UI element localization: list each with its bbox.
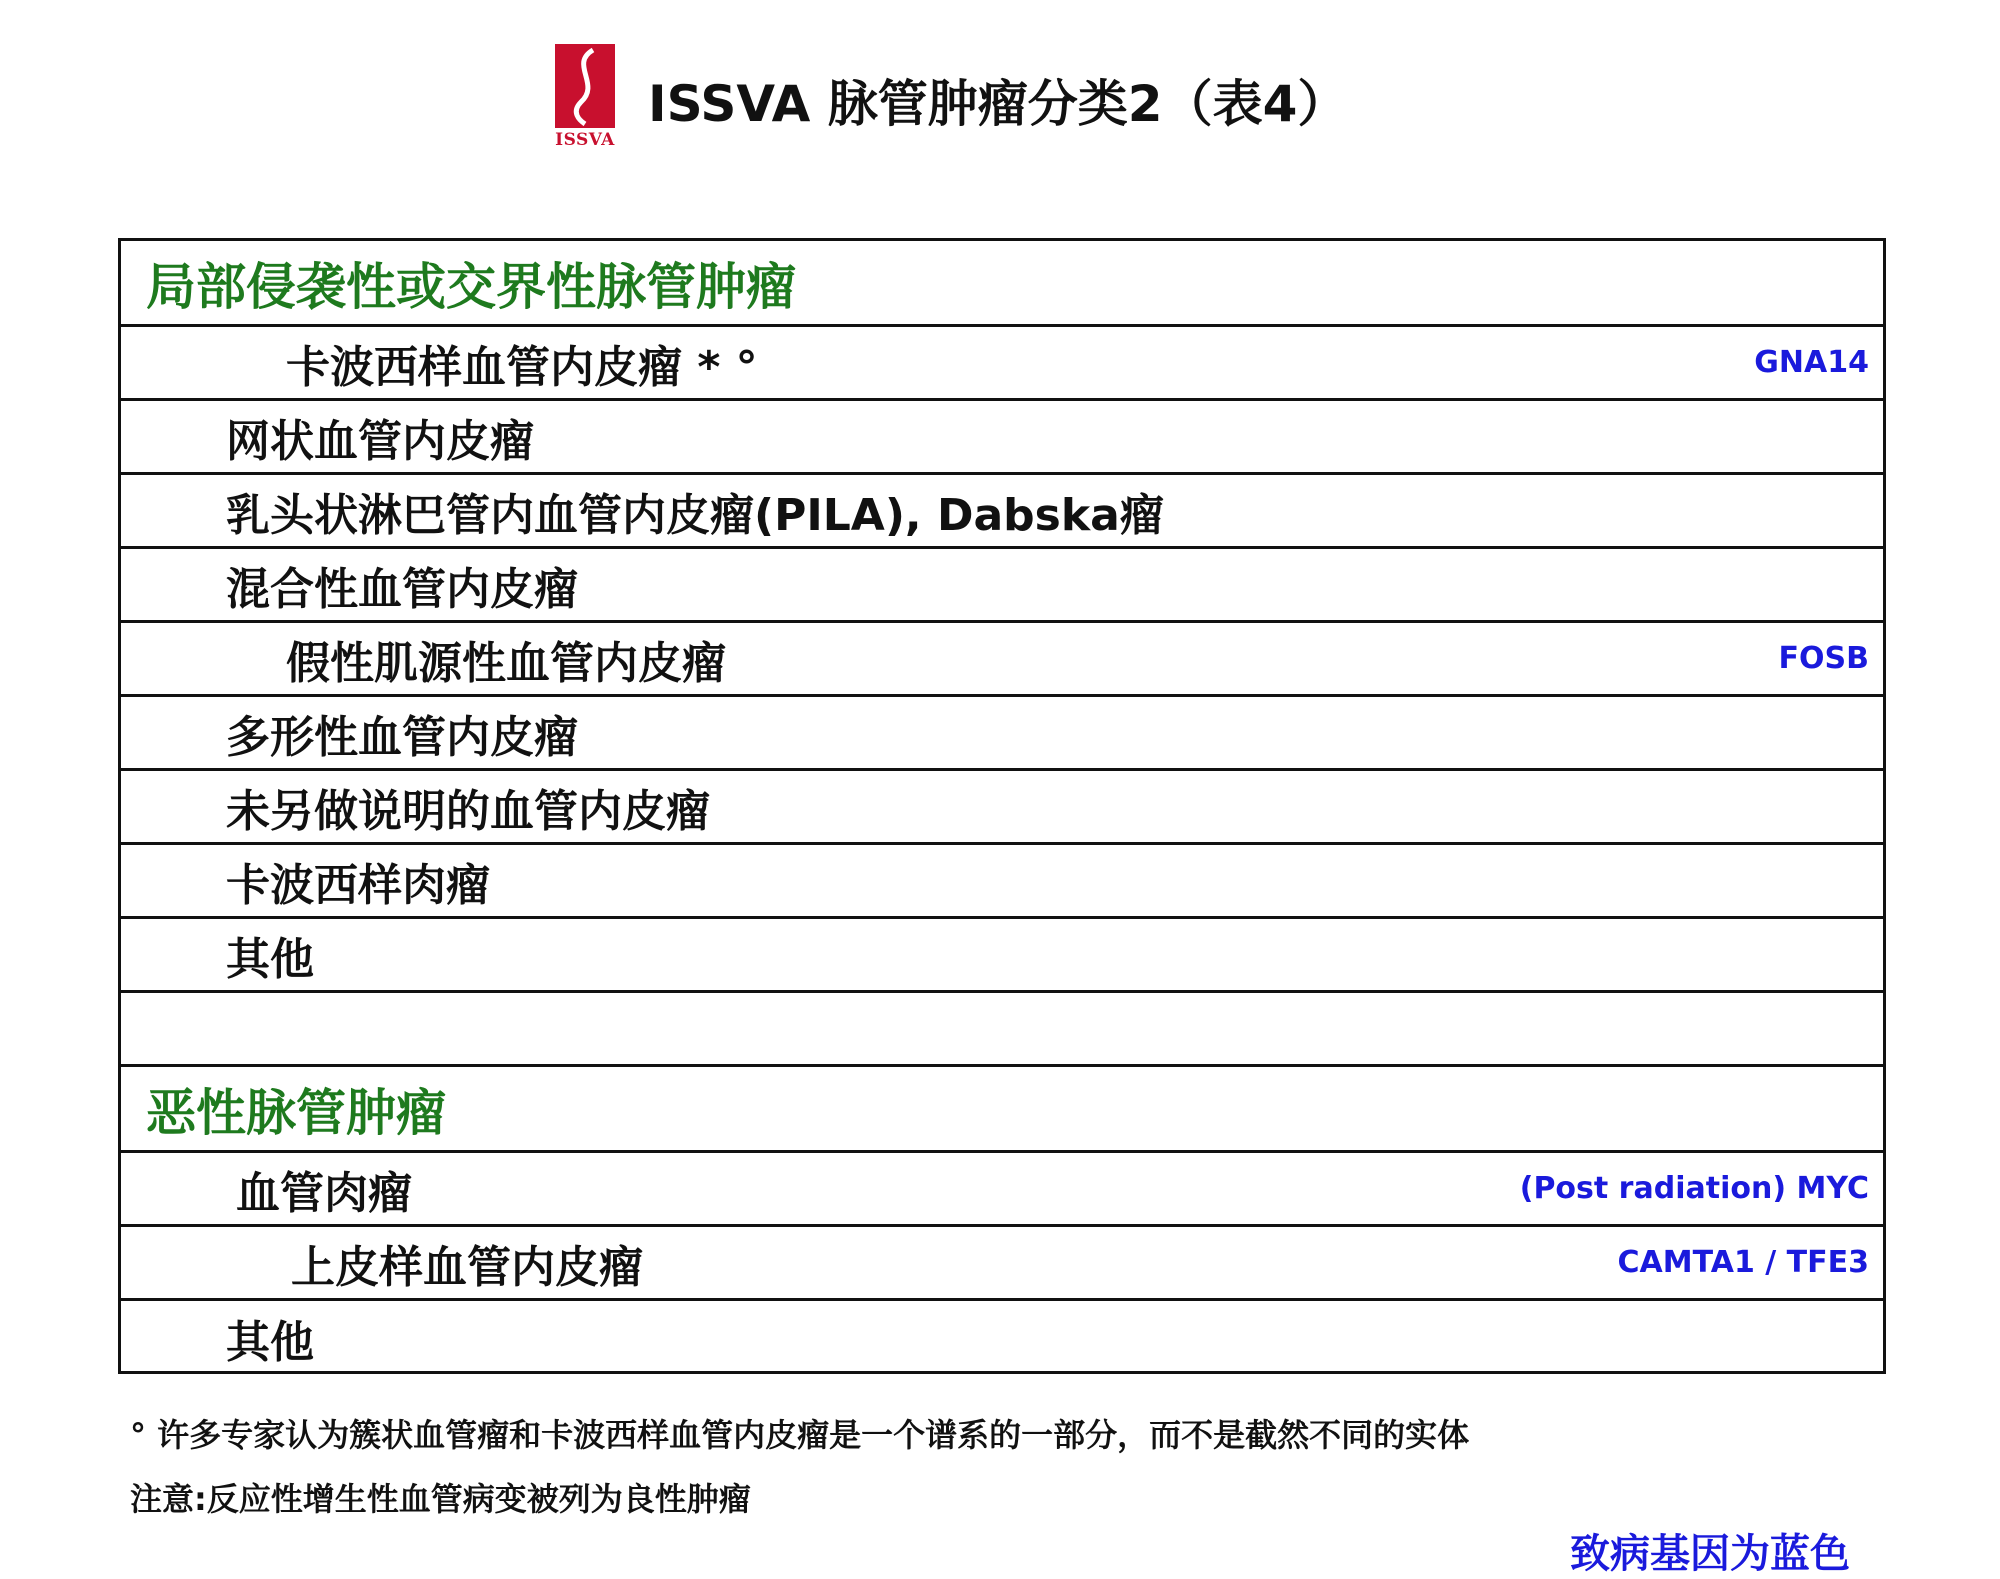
section-header: 恶性脉管肿瘤 [146,1083,446,1142]
gene-label: GNA14 [1754,345,1869,380]
table-row [121,549,1883,623]
row-label: 假性肌源性血管内皮瘤 [286,637,726,689]
issva-logo [552,44,618,156]
row-label: 未另做说明的血管内皮瘤 [226,785,710,837]
table-row [121,919,1883,993]
table-row [121,623,1883,697]
row-label: 血管肉瘤 [236,1167,412,1219]
logo-text: ISSVA [555,130,615,150]
gene-label: (Post radiation) MYC [1519,1171,1869,1206]
table-row [121,697,1883,771]
row-label: 其他 [226,933,314,985]
footnote-reactive: 注意:反应性增生性血管病变被列为良性肿瘤 [130,1480,751,1518]
row-label: 其他 [226,1317,314,1368]
page-title: ISSVA 脉管肿瘤分类2（表4） [648,75,1348,133]
table-row [121,1301,1883,1375]
row-label: 网状血管内皮瘤 [226,415,534,467]
gene-label: FOSB [1778,641,1869,676]
table-row-section-borderline [121,241,1883,327]
classification-table [118,238,1886,1374]
table-row-blank [121,993,1883,1067]
table-row [121,327,1883,401]
section-header: 局部侵袭性或交界性脉管肿瘤 [146,257,796,316]
row-label: 多形性血管内皮瘤 [226,711,578,763]
table-row [121,771,1883,845]
row-label: 混合性血管内皮瘤 [226,563,578,615]
gene-label: CAMTA1 / TFE3 [1617,1245,1869,1280]
row-label: 上皮样血管内皮瘤 [291,1241,643,1293]
table-row [121,401,1883,475]
row-label: 卡波西样肉瘤 [226,859,490,911]
header [552,44,1347,156]
row-label: 乳头状淋巴管内血管内皮瘤(PILA), Dabska瘤 [226,489,1164,541]
table-row-section-malignant [121,1067,1883,1153]
footnote-spectrum: ° 许多专家认为簇状血管瘤和卡波西样血管内皮瘤是一个谱系的一部分，而不是截然不同的实体 [130,1416,1470,1454]
gene-color-legend: 致病基因为蓝色 [1570,1531,1850,1577]
table-row [121,845,1883,919]
issva-logo-icon [555,44,615,128]
table-row [121,1227,1883,1301]
row-label: 卡波西样血管内皮瘤 * ° [286,341,758,393]
table-row [121,1153,1883,1227]
table-row [121,475,1883,549]
